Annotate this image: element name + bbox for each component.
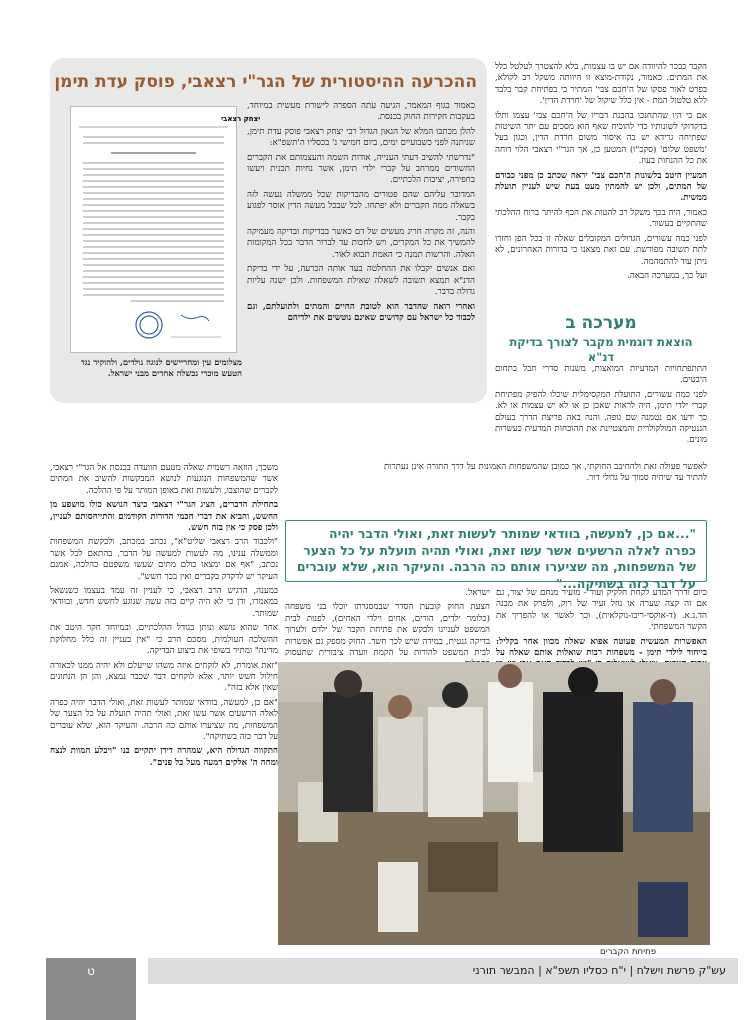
letter-scan bbox=[71, 107, 261, 352]
paragraph: והנה, זה מקרה חריג מעשים של דם כאשר בבדיקות ובדיקה מעמיקה להמשיך את כל המקרים, ויש לחכות עד לברור הדבר בכל המקומות האלה. והרשות תמנה כי האמת תבוא לאור. bbox=[247, 227, 475, 260]
paragraph: אם כי היו שהתחנכו בהבנת דבריו של ה'חכם צבי' עצמו ותלו בדקדוקי לשונותיו כדי להוכיח שאף הוא מסכים עם יתר השיטות שפתיחה גרידא יש בה איסור משום חרדת הדין, וכגון בעל 'משפט שלום' (סקכ"ו) המטען כן, אך הגר"י רצאבי הלוי דוחה את כל ההנחות בעוז. bbox=[495, 110, 707, 167]
paragraph: לאפשר פעולה זאת ולהחיבב החוקתי, אך כמובן שהמשפחות האמונות על דרך התורה אינן נעתרות להתיר עד שיהיה סמוך על גדולי דור. bbox=[384, 462, 707, 484]
paragraph: ישראל. bbox=[465, 588, 490, 598]
paragraph: כיום ודרך המדע לקחת חלקיק ועוד - מזעיר מנחם של יצור, גם אם זה קצה שערה או נוזל זעיר של רוק, ולפרק את מבנה הד.נ.א. (ד-אוקסי-ריבו-נוקלאית), וכך לאשר או להפריך את הקשר המשפחתי. bbox=[496, 588, 707, 633]
paragraph: לפני כמה עשורים, התועלת המקסימלית שיכלו להפיק מפתיחת קברי ילדי תימן, היה לראות שאכן כן או לא יש עצמות או לא. כך ידעו אם נטמנה שם גופה. והנה באה פריצת הדרך בעולם הגנטיקה המולקולרית והמצטיינת את ההוכחות המדעית כעשרות מונים. bbox=[495, 389, 707, 446]
paragraph: התקווה הגדולה היא, שמהרה דידן יתקיים בנו "ויבלע המוות לנצח ומחה ה' אלקים דמעה מעל כל פנים". bbox=[50, 746, 278, 768]
paragraph: ועל כך, במערכה הבאה. bbox=[627, 270, 707, 281]
band-text bbox=[384, 462, 707, 512]
paragraph: "נדרשתי להשיב דעתי הענייה, אודות השמה והעצמותם את הקברים החשודים ממרחב על קברי ילדי תימן, אשר נחיות תכנית ויעשו בחפירה, יציבות הלכתיים. bbox=[247, 152, 475, 186]
left-column bbox=[50, 463, 278, 943]
box-body-text bbox=[247, 101, 475, 391]
paragraph: "זאת אומרת, לא לוקחים איזה משהו שייעלם ולא יהיה ממנו לכאורה חילול חשש יותר, אלא לוקחים דבר שכבר נמצא, והן הן הנתונים שאין אלא בזה". bbox=[50, 660, 278, 694]
paragraph: ואם אנשים יקבלו את ההחלטה בעד אותה הכרעה, על ידי בדיקת הדנ"א תמצא תשובה לשאלה שאילת המשפחות. ולכן ישנה עליות גדולה בדבר. bbox=[247, 264, 475, 298]
paragraph: המעיין היטב בלשונות ה'חכם צבי' יראה שכתב כן מפני כבודם של המתים, ולכן יש להמתין מעט בעת שיש לעניין תועלת ממשית. bbox=[495, 170, 707, 204]
grave-opening-photo bbox=[278, 662, 710, 945]
paragraph: המדובר עליהם שהם פטורים מהבדיקות שכל ממשלה נעשה לזה בשאלה ממה הקברים ולא יפתחו. לכל שבכל מעשה הדין אוסר לפגוע בקבר. bbox=[247, 189, 475, 223]
photo-caption: פתיחת הקברים bbox=[600, 947, 657, 957]
paragraph: ואחרי רואה שהדבר הוא לטובת החיים והמתים ולתועלתם, וגם לכבוד כל ישראל עם קדושים שאינם נוטשים את ילדיהם bbox=[247, 301, 475, 323]
paragraph: הצעת החוק קובעת הסדר שבמסגרתו יוכלו בני משפחה (כלומר ילדים, הורים, אחים וילדי האחים), לפנות לבית המשפט לעניינו ולבקש את פתיחת הקבר של ילדם ולערוך בדיקה גנטית, במידה שיש לכך חשד. החוק מספק גם אפשרות לבית המשפט להורות על הקמת וועדה ציבורית שתעסוק bbox=[285, 602, 490, 659]
section-heading bbox=[495, 313, 707, 365]
box-title: ההכרעה ההיסטורית של הגר"י רצאבי, פוסק עדת תימן bbox=[54, 72, 477, 92]
pull-quote: "...אם כן, למעשה, בוודאי שמותר לעשות זאת, ואולי הדבר יהיה כפרה לאלה הרשעים אשר עשו זאת, ואולי תהיה תועלת על כל הצער של המשפחות, מה שציערו אותם כה הרבה. והעיקר הוא, שלא עוברים על דבר כזה בשתיקה..." bbox=[285, 520, 707, 582]
page-number: ט bbox=[46, 958, 136, 1020]
paragraph: כאמור בגוף המאמר, הגיעה עתה הספרה לישורת מעשית במיוחד, בעקבות חקירות החוק בכנסת. bbox=[247, 101, 475, 123]
paragraph: התתפתחויות המדעיות המואצות, משנות סדרי תבל בתחום היבטים. bbox=[495, 364, 707, 386]
letter-caption: מצלומים עין ומחריישים לנוגה נולדים, ולהוקיר נגד הטעש מוכרי נכשלה אחדים מבני ישראל. bbox=[80, 357, 242, 378]
paragraph: "ולכבוד הרב רצאבי שליט"א", נכתב במכתב, ולבקשת המשפחות וממשלה ענינו, מה לעשות למעשה על הדבר. בהתאם לכל אשר נכתב, "אף אם ימצאו כולם מתים שעשו משפטם כהלכה, אמנם העיקר יש לדקדק בקברים ואין בכך חשש". bbox=[50, 537, 278, 582]
paragraph: כאמור, היה בכך משקל רב להטות את הכף להיתר ברוח ההלכתי שהתקיים בעשור. bbox=[495, 207, 707, 230]
paragraph: "אם כן, למעשה, בוודאי שמותר לעשות זאת, ואולי הדבר יהיה כפרה לאלה הרשעים אשר עשו זאת, ואולי תהיה תועלת על כל הצער של המשפחות, מה שציערו אותם כה הרבה. והעיקר הוא, שלא עוברים על דבר כזה בשתיקה". bbox=[50, 697, 278, 742]
paragraph: אחר שהוא נושא ונותן בגודל ההלכתיים, ובמיוחד חקר היטב את ההשלכה העולמית, מסכם הרב כי "אין בעניין זה כלל מחלוקת מדינה" ומתיר בשופי את ביצוע הבדיקה. bbox=[50, 623, 278, 657]
letter-header: יצחק רצאבי bbox=[221, 115, 261, 123]
section-title: הוצאת דוגמית מקבר לצורך בדיקת דנ"א bbox=[509, 335, 693, 364]
letter-document-image bbox=[70, 106, 261, 353]
section-label: מערכה ב bbox=[565, 313, 637, 333]
paragraph: במענה, הדגיש הרב רצאבי, כי לעניין זה עמד בעצמו כשנשאל במאמרו, ודן כי לא היה קיים בזה עשה שנוגע לחשש חדש, ובוודאי שמותר. bbox=[50, 586, 278, 619]
page-footer bbox=[0, 958, 751, 1020]
right-column-top bbox=[495, 62, 707, 292]
photo-illustration bbox=[278, 662, 710, 945]
paragraph: משכך, הוזאה רשמית שאלה מטעם הוועדה בכנסת אל הגר"י רצאבי, אשר שהמשפחות הנוגעות לנושא המבקשות להשיב את המתים לקברים שהוצבו, ולעשות זאת באופן המותר על פי ההלכה. bbox=[50, 463, 278, 496]
paragraph: להלן מכתבו המלא של הגאון הגדול רבי יצחק רצאבי פוסק עדת תימן, שניתנה לפני כשבועיים ימים, ביום חמישי נ' בכסליו ה'תשפ"א: bbox=[247, 126, 475, 149]
paragraph: בתחילת הדברים, הציג הגר"י רצאבי כיצד הנושא כולו מושפע מן החשש, והביא את דברי חכמי הדורות הקודמים והתייחסותם לעניין, ולכן פסק כי אין בזה חשש. bbox=[50, 500, 278, 534]
paragraph: לפני כמה עשורים, הגדולים המקובלים שאלה זו בכל הפן וחזרו לתת תשובה מפורשת. עם זאת מצאנו כי בדורות האחרונים, לא ניתן עוד להתמהמה. bbox=[495, 233, 707, 267]
paragraph: האפשרות המעשית פעוטה אפוא שאלה מכוון אחר בקליל: בייחוד לילדי תימן - משפחות רבות שואלות אותם שאלה על bbox=[496, 636, 707, 659]
right-column-middle bbox=[495, 364, 707, 449]
footer-bar: עש"ק פרשת וישלח | י"ח כסליו תשפ"א | המבשר תורני bbox=[148, 958, 738, 984]
paragraph: הקבר כבכר להיוודה אם יש בו עצמות, בלא להצטרך לטלטל כלל את המתים. כאמור, נקודת-מוצא זו היוותה משקל רב לקולא, בפרט לאור פסקו של ה'חכם צבי' המתיר כי בפתיחת קבר בלבד ללא טלטול המת - אין כלל שיקול של 'חרדת הדין'. bbox=[495, 62, 707, 107]
